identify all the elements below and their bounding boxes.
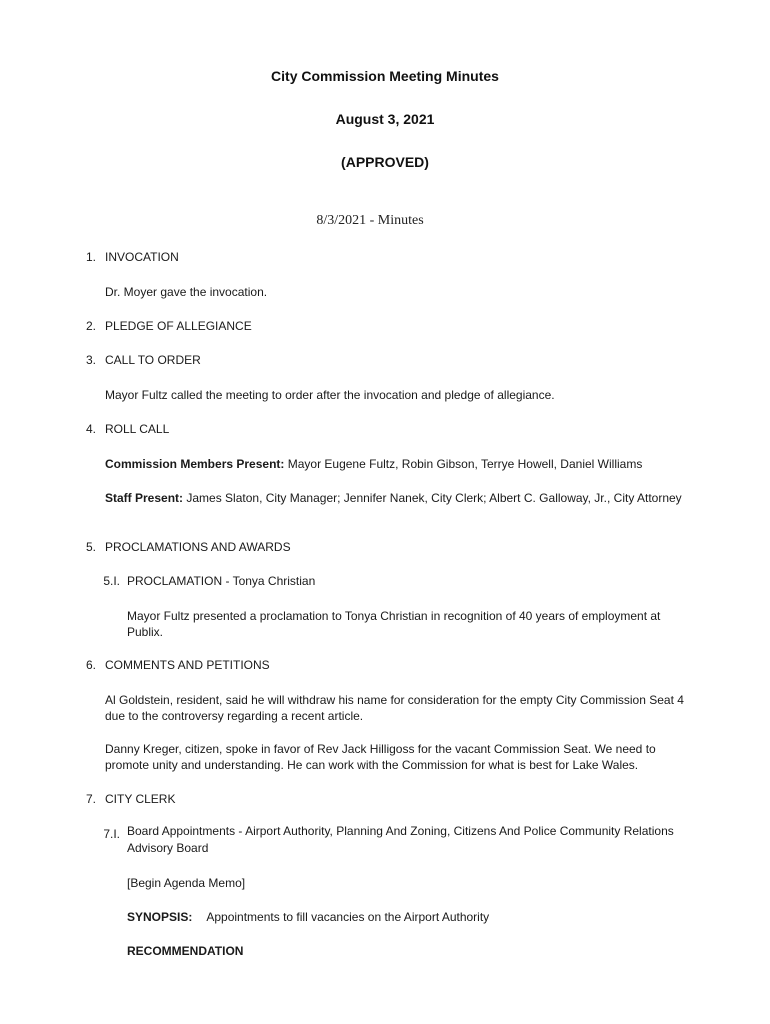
subitem-number: 7.I.	[103, 827, 120, 841]
item-heading-call-to-order: CALL TO ORDER	[105, 353, 201, 367]
item-text: Mayor Fultz called the meeting to order after the invocation and pledge of allegiance.	[105, 388, 555, 402]
item-number: 6.	[85, 658, 96, 672]
staff-present-label: Staff Present:	[105, 491, 184, 505]
comment-paragraph: Al Goldstein, resident, said he will withdraw his name for consideration for the empty City Commission Seat 4 due to the controversy regarding a recent article.	[105, 693, 684, 723]
subitem-heading-proclamation: PROCLAMATION - Tonya Christian	[127, 574, 316, 588]
staff-present-list: James Slaton, City Manager; Jennifer Nanek, City Clerk; Albert C. Galloway, Jr., City Attorney	[186, 491, 682, 505]
item-heading-invocation: INVOCATION	[105, 250, 179, 264]
subitem-heading-board-appointments: Board Appointments - Airport Authority, Planning And Zoning, Citizens And Police Community Relations Advisory Board	[127, 824, 674, 855]
approval-status: (APPROVED)	[341, 154, 429, 170]
item-number: 2.	[85, 319, 96, 333]
document-subtitle: 8/3/2021 - Minutes	[316, 213, 424, 228]
item-number: 5.	[85, 540, 96, 554]
staff-present	[105, 490, 690, 506]
item-number: 7.	[85, 792, 96, 806]
synopsis	[127, 909, 489, 925]
item-text: Dr. Moyer gave the invocation.	[105, 285, 268, 299]
item-number: 1.	[85, 250, 96, 264]
item-heading-roll-call: ROLL CALL	[105, 422, 170, 436]
commission-members-label: Commission Members Present:	[105, 457, 285, 471]
item-number: 4.	[85, 422, 96, 436]
meeting-date: August 3, 2021	[335, 111, 435, 127]
subitem-number: 5.I.	[103, 574, 120, 588]
item-number: 3.	[85, 353, 96, 367]
document-title: City Commission Meeting Minutes	[271, 68, 499, 84]
agenda-memo-marker: [Begin Agenda Memo]	[127, 876, 246, 890]
item-heading-proclamations: PROCLAMATIONS AND AWARDS	[105, 540, 291, 554]
commission-members-present	[105, 456, 690, 472]
comment-paragraph: Danny Kreger, citizen, spoke in favor of Rev Jack Hilligoss for the vacant Commission Seat. We need to promote unity and understanding. He can work with the Commission for what is best for Lake Wales.	[105, 742, 656, 772]
recommendation-heading: RECOMMENDATION	[127, 944, 244, 958]
synopsis-text: Appointments to fill vacancies on the Airport Authority	[206, 910, 490, 924]
synopsis-label: SYNOPSIS:	[127, 910, 193, 924]
item-heading-city-clerk: CITY CLERK	[105, 792, 176, 806]
item-heading-pledge: PLEDGE OF ALLEGIANCE	[105, 319, 252, 333]
item-heading-comments: COMMENTS AND PETITIONS	[105, 658, 270, 672]
subitem-text: Mayor Fultz presented a proclamation to Tonya Christian in recognition of 40 years of employment at Publix.	[127, 609, 661, 639]
commission-members-list: Mayor Eugene Fultz, Robin Gibson, Terrye Howell, Daniel Williams	[287, 457, 643, 471]
